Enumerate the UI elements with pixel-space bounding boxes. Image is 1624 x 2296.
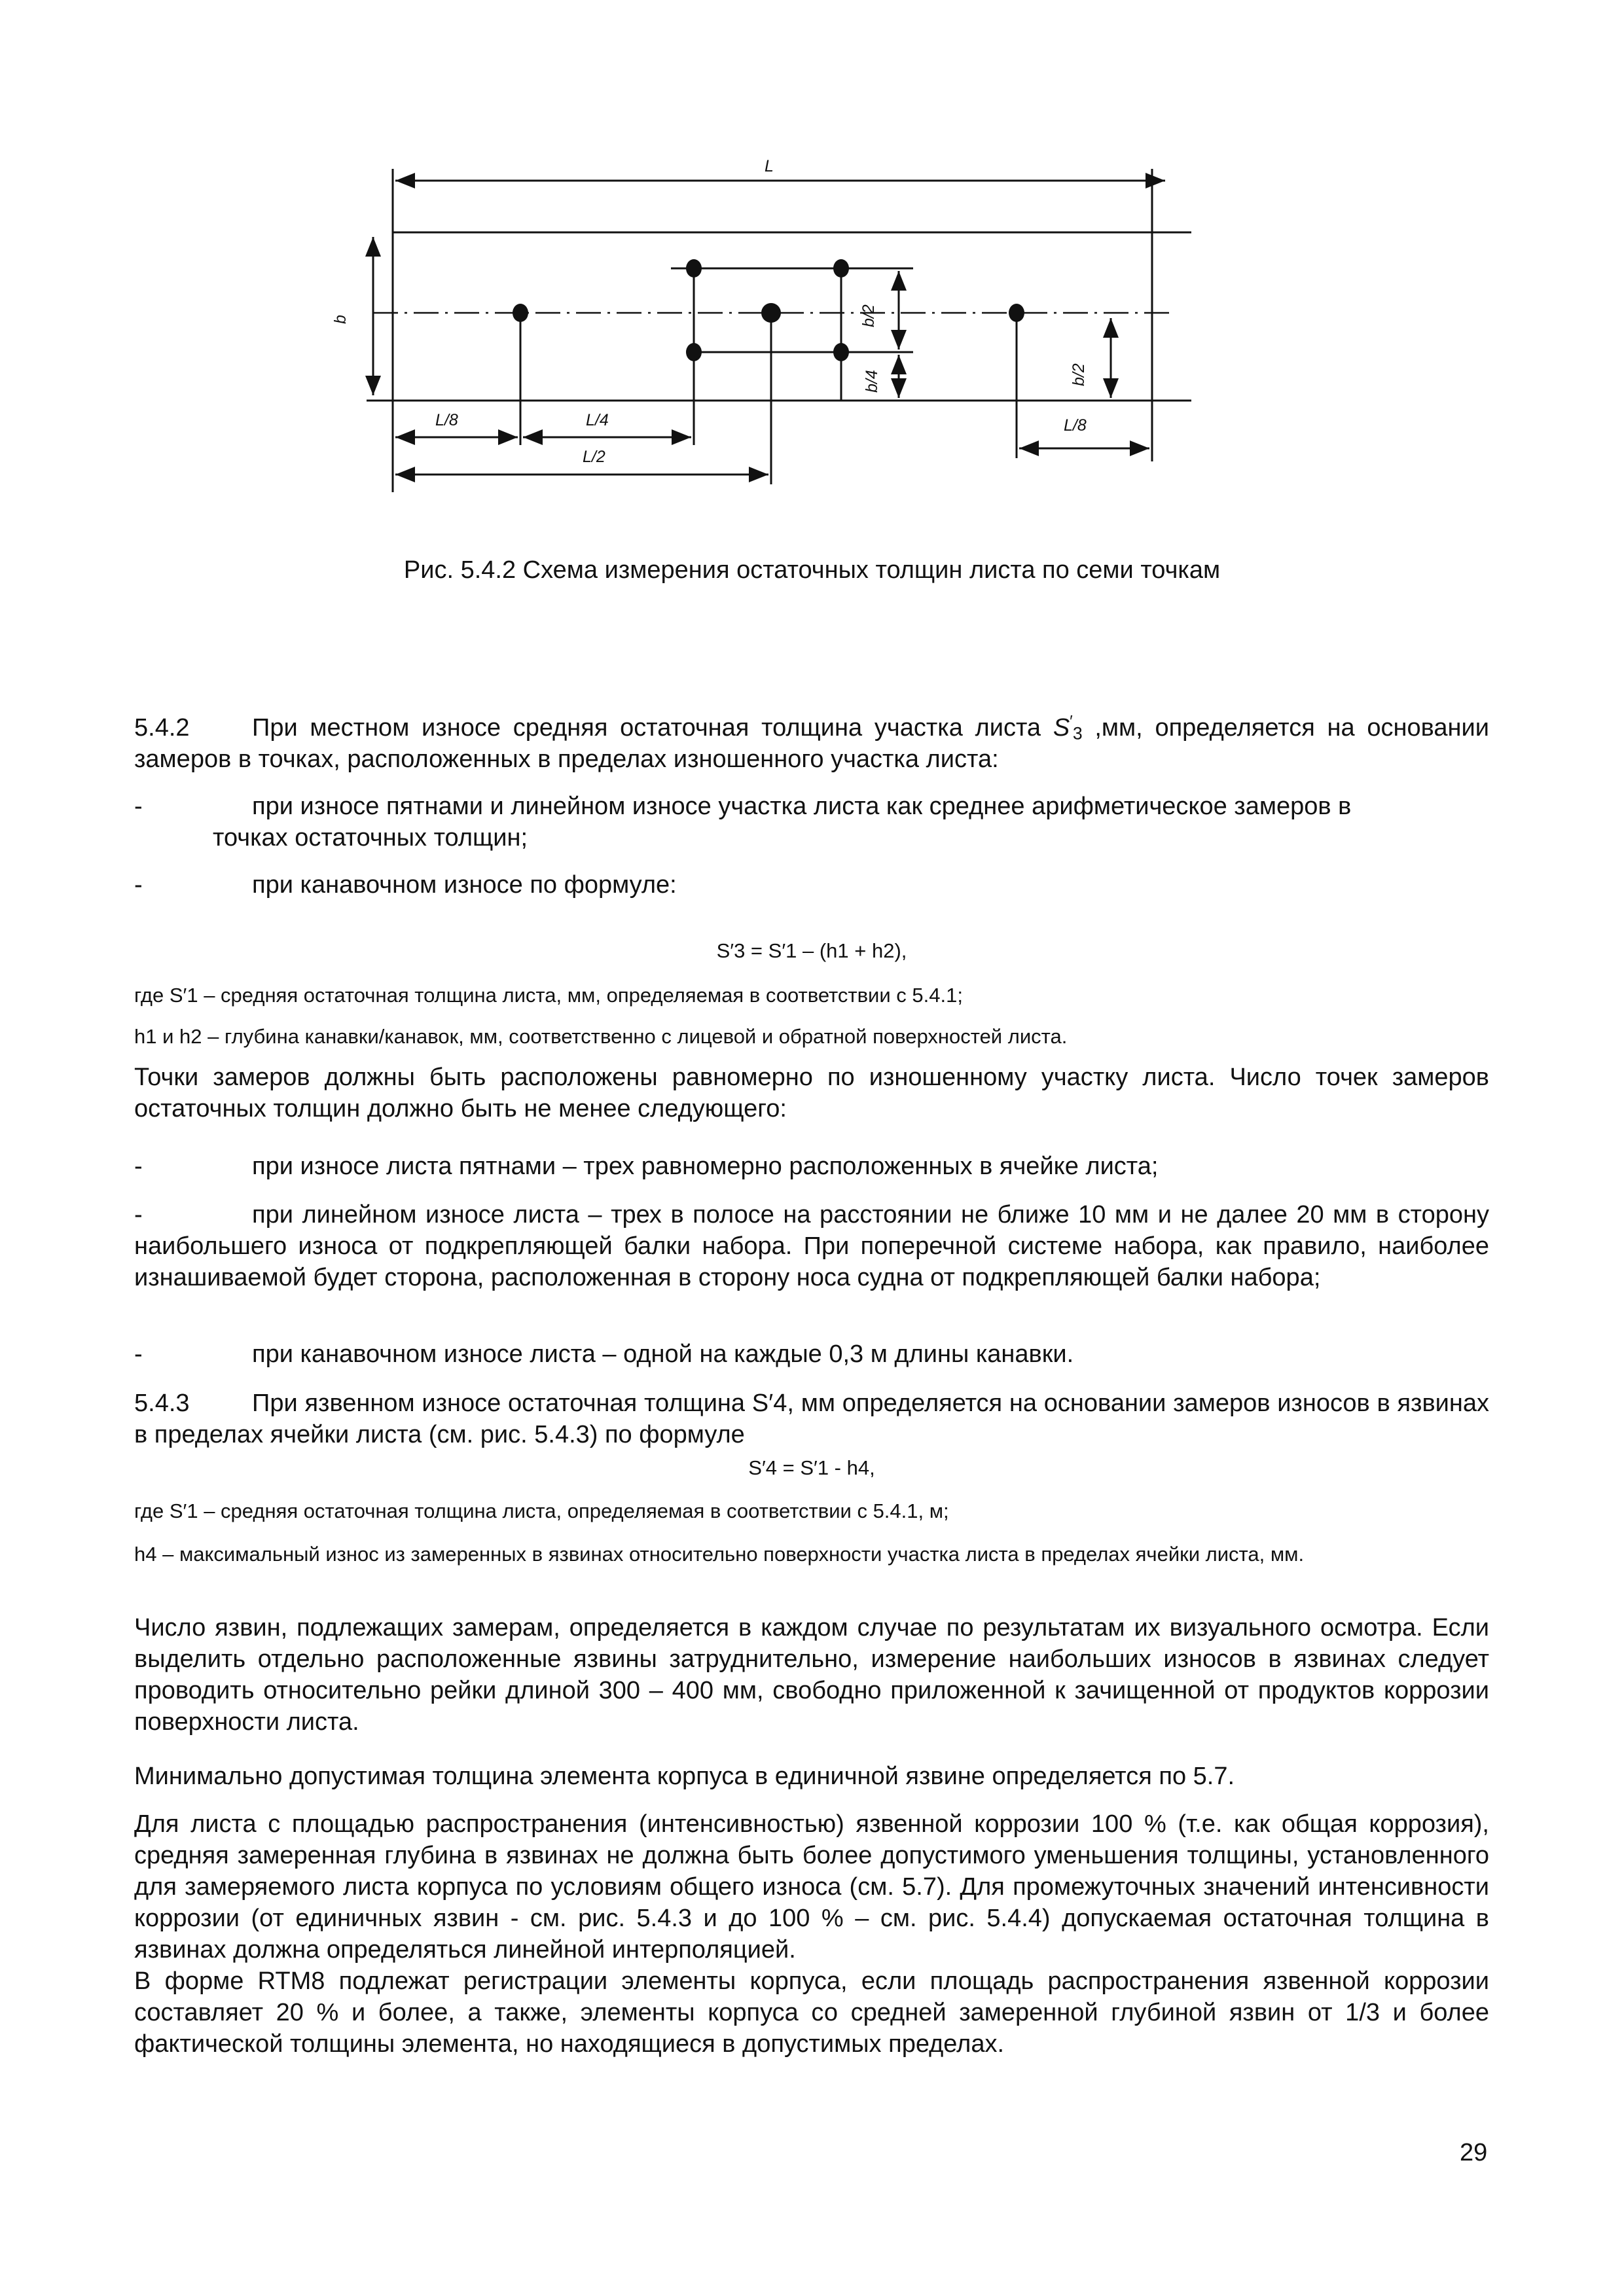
label-L8-left: L/8 (435, 411, 458, 429)
label-b-quarter: b/4 (863, 370, 881, 393)
paragraph-5-4-2: 5.4.2 При местном износе средняя остаточная толщина участка листа $S'_3$ ,мм, определяется на основании замеров в точках, расположенных в пределах изношенного участка листа: (134, 713, 1489, 773)
paragraph-min-thickness: Минимально допустимая толщина элемента корпуса в единичной язвине определяется по 5.7. (134, 1763, 1235, 1790)
label-b-half: b/2 (859, 304, 878, 327)
measure-point (513, 304, 528, 322)
list-item: - при износе листа пятнами – трех равномерно расположенных в ячейке листа; (134, 1153, 1159, 1180)
figure-caption: Рис. 5.4.2 Схема измерения остаточных толщин листа по семи точкам (403, 556, 1221, 584)
measurement-scheme-figure (0, 0, 1624, 537)
label-L8-right: L/8 (1064, 416, 1087, 435)
note-s1: где S′1 – средняя остаточная толщина листа, мм, определяемая в соответствии с 5.4.1; (134, 984, 963, 1007)
measure-point (1009, 304, 1024, 322)
paragraph-points: Точки замеров должны быть расположены равномерно по изношенному участку листа. Число точек замеров остаточных толщин должно быть не менее следующего: (134, 1064, 1489, 1122)
measure-point (686, 343, 702, 361)
note-s1-2: где S′1 – средняя остаточная толщина листа, определяемая в соответствии с 5.4.1, м; (134, 1499, 949, 1522)
list-item: - при линейном износе листа – трех в полосе на расстоянии не ближе 10 мм и не далее 20 мм в сторону наибольшего износа от подкрепляющей балки набора. При поперечной системе набора, как правило, наиболее изнашиваемой будет сторона, расположенная в сторону носа судна от подкрепляющей балки набора; (134, 1201, 1489, 1291)
section-number: 5.4.3 (134, 1390, 190, 1417)
note-h1-h2: h1 и h2 – глубина канавки/канавок, мм, соответственно с лицевой и обратной поверхностей листа. (134, 1025, 1068, 1048)
page-number: 29 (1460, 2139, 1488, 2166)
measure-point (761, 303, 781, 323)
label-b-half-right: b/2 (1070, 363, 1088, 386)
label-b: b (331, 315, 350, 324)
label-L2: L/2 (583, 448, 605, 466)
measure-point (833, 343, 849, 361)
paragraph-intensity: Для листа с площадью распространения (интенсивностью) язвенной коррозии 100 % (т.е. как общая коррозия), средняя замеренная глубина в язвинах не должна быть более допустимого уменьшения толщины, установленного для замеряемого листа корпуса по условиям общего износа (см. 5.7). Для промежуточных значений интенсивности коррозии (от единичных язвин - см. рис. 5.4.3 и до 100 % – см. рис. 5.4.4) допускаемая остаточная толщина в язвинах должна определяться линейной интерполяцией. (134, 1810, 1489, 1964)
paragraph-5-4-3: 5.4.3 При язвенном износе остаточная толщина S′4, мм определяется на основании замеров износов в язвинах в пределах ячейки листа (см. рис. 5.4.3) по формуле (134, 1388, 1489, 1450)
section-number: 5.4.2 (134, 714, 190, 742)
note-h4: h4 – максимальный износ из замеренных в язвинах относительно поверхности участка листа в пределах ячейки листа, мм. (134, 1543, 1305, 1566)
label-L4: L/4 (586, 411, 609, 429)
paragraph-pits: Число язвин, подлежащих замерам, определяется в каждом случае по результатам их визуального осмотра. Если выделить отдельно расположенные язвины затруднительно, измерение наибольших износов в язвинах следует проводить относительно рейки длиной 300 – 400 мм, свободно приложенной к зачищенной от продуктов коррозии поверхности листа. (134, 1614, 1489, 1736)
label-L: L (765, 157, 774, 175)
formula-2: S′4 = S′1 - h4, (748, 1456, 875, 1479)
formula-1: S′3 = S′1 – (h1 + h2), (716, 939, 907, 962)
paragraph-rtm8: В форме RTM8 подлежат регистрации элементы корпуса, если площадь распространения язвенной коррозии составляет 20 % и более, а также, элементы корпуса со средней замеренной глубиной язвин от 1/3 и более фактической толщины элемента, но находящиеся в допустимых пределах. (134, 1967, 1489, 2058)
list-item: - при канавочном износе листа – одной на каждые 0,3 м длины канавки. (134, 1340, 1074, 1368)
list-item: - при износе пятнами и линейном износе участка листа как среднее арифметическое замеров в точках остаточных толщин; (134, 793, 1352, 852)
list-item: - при канавочном износе по формуле: (134, 871, 677, 899)
measure-point (833, 259, 849, 278)
measure-point (686, 259, 702, 278)
